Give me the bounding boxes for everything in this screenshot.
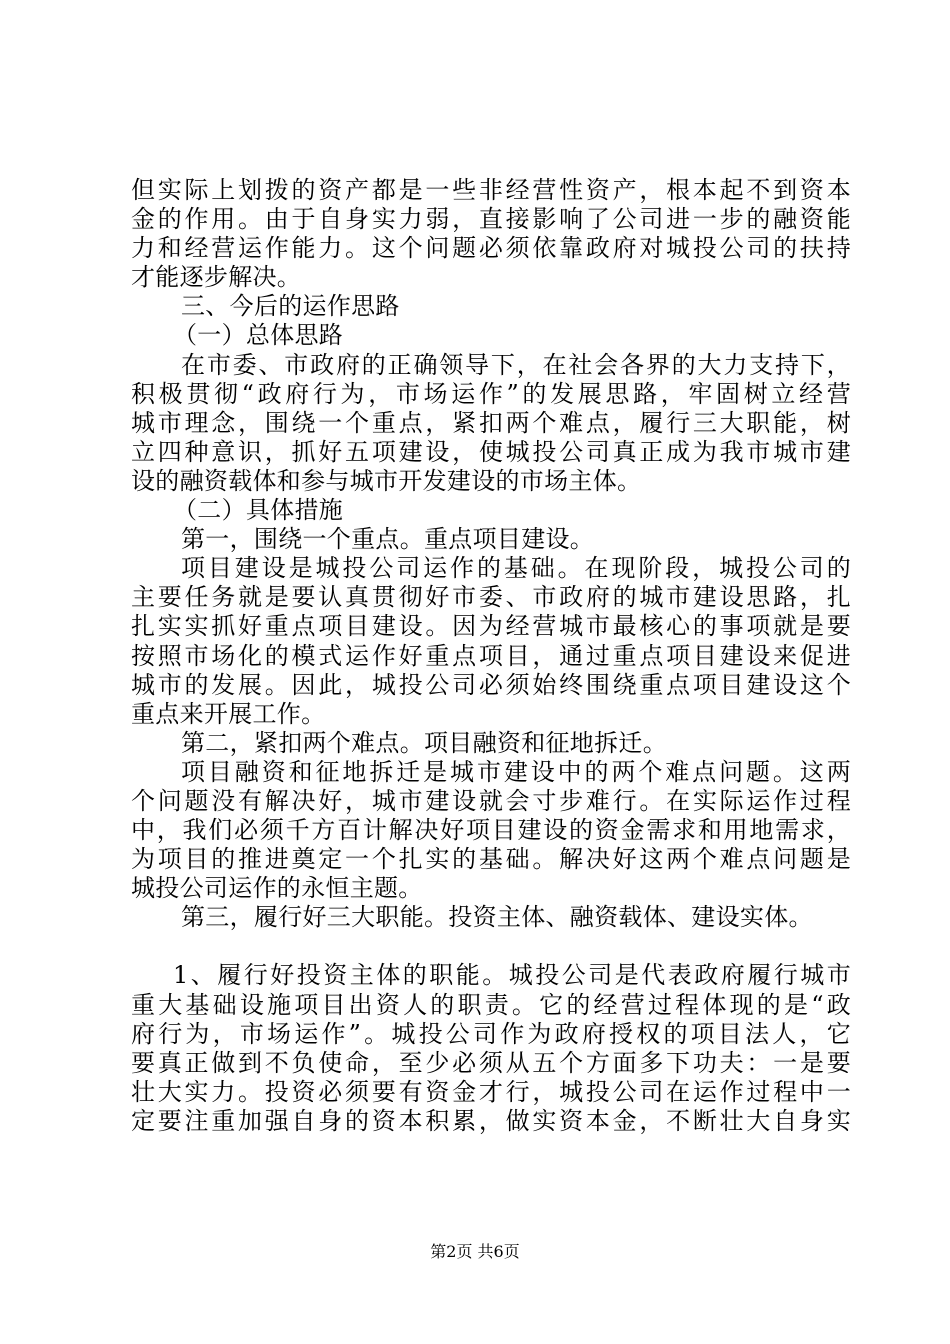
text-line: 第一，围绕一个重点。重点项目建设。 bbox=[181, 525, 595, 554]
text-line: 主要任务就是要认真贯彻好市委、市政府的城市建设思路，扎 bbox=[131, 583, 851, 612]
paragraph-gap bbox=[131, 932, 851, 961]
text-line: 第二，紧扣两个难点。项目融资和征地拆迁。 bbox=[181, 728, 667, 757]
text-line: 扎实实抓好重点项目建设。因为经营城市最核心的事项就是要 bbox=[131, 612, 851, 641]
text-line: 项目建设是城投公司运作的基础。在现阶段，城投公司的 bbox=[181, 554, 851, 583]
text-line: 城投公司运作的永恒主题。 bbox=[131, 874, 423, 903]
text-line: 积极贯彻“政府行为，市场运作”的发展思路，牢固树立经营 bbox=[131, 379, 851, 408]
text-line: 金的作用。由于自身实力弱，直接影响了公司进一步的融资能 bbox=[131, 205, 851, 234]
text-line: 中，我们必须千方百计解决好项目建设的资金需求和用地需求， bbox=[131, 816, 851, 845]
document-body bbox=[131, 176, 851, 1136]
text-line: 第三，履行好三大职能。投资主体、融资载体、建设实体。 bbox=[181, 903, 813, 932]
text-line: 在市委、市政府的正确领导下，在社会各界的大力支持下， bbox=[181, 350, 851, 379]
text-line: 力和经营运作能力。这个问题必须依靠政府对城投公司的扶持 bbox=[131, 234, 851, 263]
text-line: 府行为，市场运作”。城投公司作为政府授权的项目法人，它 bbox=[131, 1019, 851, 1048]
text-line: 重点来开展工作。 bbox=[131, 699, 326, 728]
text-line: 城市的发展。因此，城投公司必须始终围绕重点项目建设这个 bbox=[131, 670, 851, 699]
text-line: 三、今后的运作思路 bbox=[181, 292, 400, 321]
section-heading: （一）总体思路 bbox=[173, 321, 344, 350]
page-footer: 第2页 共6页 bbox=[430, 1242, 520, 1261]
text-line: 才能逐步解决。 bbox=[131, 263, 302, 292]
section-heading: （二）具体措施 bbox=[173, 496, 344, 525]
text-line: 壮大实力。投资必须要有资金才行，城投公司在运作过程中一 bbox=[131, 1077, 851, 1106]
text-line: 个问题没有解决好，城市建设就会寸步难行。在实际运作过程 bbox=[131, 786, 851, 815]
text-line: 定要注重加强自身的资本积累，做实资本金，不断壮大自身实 bbox=[131, 1106, 851, 1135]
text-line: 重大基础设施项目出资人的职责。它的经营过程体现的是“政 bbox=[131, 990, 851, 1019]
text-line: 立四种意识，抓好五项建设，使城投公司真正成为我市城市建 bbox=[131, 437, 851, 466]
text-line: 为项目的推进奠定一个扎实的基础。解决好这两个难点问题是 bbox=[131, 845, 851, 874]
text-line: 项目融资和征地拆迁是城市建设中的两个难点问题。这两 bbox=[181, 757, 851, 786]
text-line: 但实际上划拨的资产都是一些非经营性资产，根本起不到资本 bbox=[131, 176, 851, 204]
text-line: 城市理念，围绕一个重点，紧扣两个难点，履行三大职能，树 bbox=[131, 408, 851, 437]
text-line: 1、履行好投资主体的职能。城投公司是代表政府履行城市 bbox=[173, 961, 851, 990]
text-line: 按照市场化的模式运作好重点项目，通过重点项目建设来促进 bbox=[131, 641, 851, 670]
text-line: 要真正做到不负使命，至少必须从五个方面多下功夫：一是要 bbox=[131, 1048, 851, 1077]
text-line: 设的融资载体和参与城市开发建设的市场主体。 bbox=[131, 466, 642, 495]
